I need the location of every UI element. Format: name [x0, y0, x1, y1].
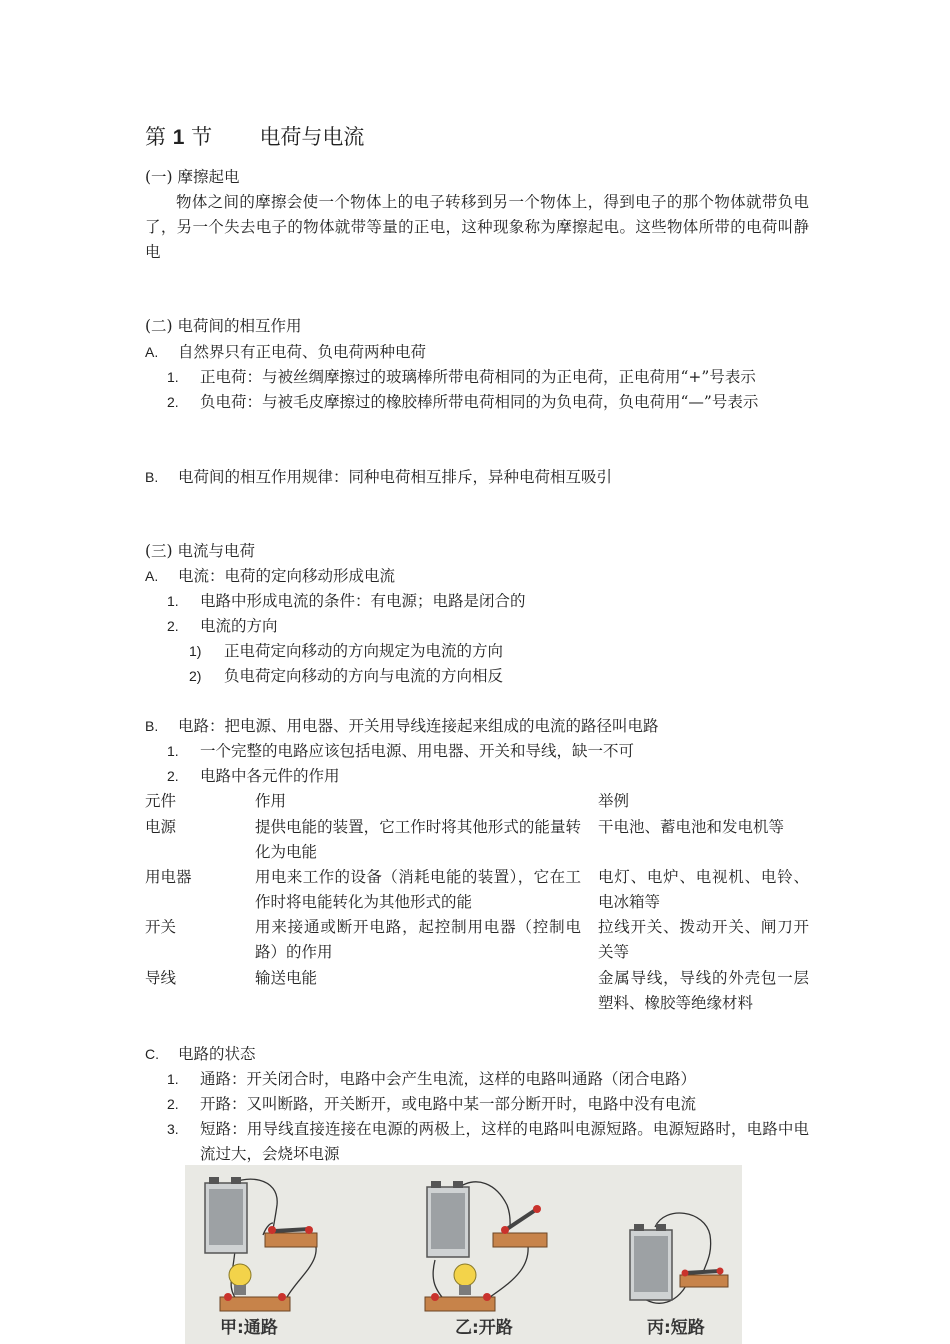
- section2-a-text: 自然界只有正电荷、负电荷两种电荷: [178, 343, 427, 361]
- title-suffix: 节: [191, 125, 213, 149]
- title-prefix: 第: [145, 125, 166, 149]
- section3-c-marker: C.: [145, 1046, 159, 1062]
- open-circuit-drawing: [425, 1181, 547, 1311]
- table-cell-role: 输送电能: [255, 969, 318, 987]
- section1-heading: (一) 摩擦起电: [145, 168, 240, 186]
- table-header-role: 作用: [255, 792, 287, 810]
- section3-a2-text: 电流的方向: [200, 617, 278, 635]
- table-header-element: 元件: [145, 792, 177, 810]
- bulb-icon: [454, 1264, 476, 1286]
- section2-b-marker: B.: [145, 469, 159, 485]
- section2-b-text: 电荷间的相互作用规律：同种电荷相互排斥，异种电荷相互吸引: [178, 468, 613, 486]
- section3-c2-text: 开路：又叫断路，开关断开，或电路中某一部分断开时，电路中没有电流: [200, 1095, 697, 1113]
- section3-b-marker: B.: [145, 718, 159, 734]
- section3-a2b-text: 负电荷定向移动的方向与电流的方向相反: [224, 667, 504, 685]
- section3-a2b-marker: 2): [189, 668, 202, 684]
- section3-b2-marker: 2.: [167, 768, 179, 784]
- section2-item1-text: 正电荷：与被丝绸摩擦过的玻璃棒所带电荷相同的为正电荷，正电荷用“+”号表示: [200, 368, 756, 386]
- section2-a-marker: A.: [145, 344, 159, 360]
- section3-c3-text: 短路：用导线直接连接在电源的两极上，这样的电路叫电源短路。电源短路时，电路中电流过大，会烧坏电源: [200, 1120, 809, 1163]
- table-cell-element: 电源: [145, 818, 177, 836]
- switch-icon: [680, 1275, 728, 1287]
- section2-item1-marker: 1.: [167, 369, 179, 385]
- section3-a1-text: 电路中形成电流的条件：有电源；电路是闭合的: [200, 592, 526, 610]
- bulb-icon: [229, 1264, 251, 1286]
- table-header-example: 举例: [598, 792, 630, 810]
- caption-closed-circuit: 甲:通路: [220, 1318, 278, 1338]
- section3-a-marker: A.: [145, 568, 159, 584]
- section3-a2-marker: 2.: [167, 618, 179, 634]
- switch-icon: [493, 1233, 547, 1247]
- section2-item2-marker: 2.: [167, 394, 179, 410]
- table-cell-example: 电灯、电炉、电视机、电铃、电冰箱等: [598, 868, 809, 911]
- section3-b1-marker: 1.: [167, 743, 179, 759]
- section3-c-text: 电路的状态: [178, 1045, 256, 1063]
- table-cell-example: 拉线开关、拨动开关、闸刀开关等: [598, 918, 809, 961]
- caption-open-circuit: 乙:开路: [455, 1318, 513, 1338]
- closed-circuit-drawing: [205, 1177, 317, 1311]
- title-number: 1: [172, 126, 185, 149]
- section2-item2-text: 负电荷：与被毛皮摩擦过的橡胶棒所带电荷相同的为负电荷，负电荷用“—”号表示: [200, 393, 759, 411]
- section3-b2-text: 电路中各元件的作用: [200, 767, 340, 785]
- short-circuit-drawing: [630, 1213, 728, 1303]
- section1-paragraph: 物体之间的摩擦会使一个物体上的电子转移到另一个物体上，得到电子的那个物体就带负电了，另一个失去电子的物体就带等量的正电，这种现象称为摩擦起电。这些物体所带的电荷叫静电: [145, 193, 809, 261]
- table-cell-element: 用电器: [145, 868, 192, 886]
- circuit-figure: [185, 1165, 742, 1344]
- table-cell-role: 提供电能的装置，它工作时将其他形式的能量转化为电能: [255, 818, 581, 861]
- table-cell-element: 导线: [145, 969, 177, 987]
- section3-a1-marker: 1.: [167, 593, 179, 609]
- table-cell-role: 用来接通或断开电路，起控制用电器（控制电路）的作用: [255, 918, 581, 961]
- section2-heading: (二) 电荷间的相互作用: [145, 317, 302, 335]
- section3-heading: (三) 电流与电荷: [145, 542, 256, 560]
- section3-b-text: 电路：把电源、用电器、开关用导线连接起来组成的电流的路径叫电路: [178, 717, 659, 735]
- caption-short-circuit: 丙:短路: [647, 1318, 705, 1338]
- title-text: 电荷与电流: [259, 125, 365, 149]
- section3-c3-marker: 3.: [167, 1121, 179, 1137]
- switch-icon: [265, 1233, 317, 1247]
- section3-b1-text: 一个完整的电路应该包括电源、用电器、开关和导线，缺一不可: [200, 742, 635, 760]
- table-cell-role: 用电来工作的设备（消耗电能的装置），它在工作时将电能转化为其他形式的能: [255, 868, 581, 911]
- table-cell-example: 干电池、蓄电池和发电机等: [598, 818, 785, 836]
- page-title: [145, 121, 364, 151]
- section3-a2a-text: 正电荷定向移动的方向规定为电流的方向: [224, 642, 504, 660]
- section3-c1-marker: 1.: [167, 1071, 179, 1087]
- table-cell-example: 金属导线，导线的外壳包一层塑料、橡胶等绝缘材料: [598, 969, 809, 1012]
- section3-c2-marker: 2.: [167, 1096, 179, 1112]
- table-cell-element: 开关: [145, 918, 177, 936]
- section3-a2a-marker: 1): [189, 643, 202, 659]
- section3-a-text: 电流：电荷的定向移动形成电流: [178, 567, 396, 585]
- section3-c1-text: 通路：开关闭合时，电路中会产生电流，这样的电路叫通路（闭合电路）: [200, 1070, 697, 1088]
